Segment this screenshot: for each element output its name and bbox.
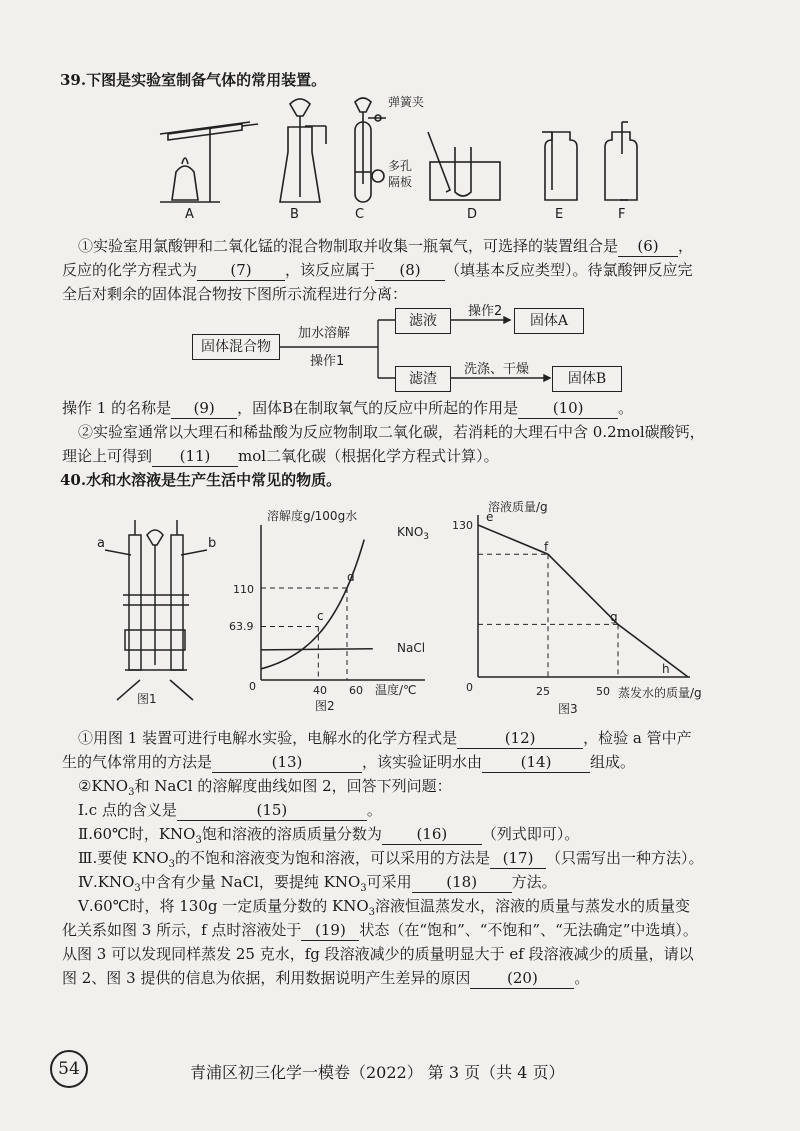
q39-part1-line1 [78, 236, 693, 257]
q40-ii [78, 824, 579, 851]
q40-q3-text: ②KNO [78, 777, 129, 795]
flow-filtrate: 滤液 [395, 308, 451, 334]
q40-v-line1 [78, 896, 690, 923]
q39-p4-text: 操作 1 的名称是 [62, 399, 172, 417]
apparatus-f [605, 122, 637, 200]
q40-iv-mid2: 可采用 [366, 873, 412, 891]
q39-p2-text: 反应的化学方程式为 [62, 261, 198, 279]
q40-title: 40.水和水溶液是生产生活中常见的物质。 [60, 471, 342, 489]
blank-9[interactable]: (9) [171, 398, 237, 419]
blank-12[interactable]: (12) [457, 728, 583, 749]
q40-q1-end: ，检验 a 管中产 [583, 729, 692, 747]
q40-v-sub: 3 [368, 907, 376, 918]
q39-part2-line1: ②实验室通常以大理石和稀盐酸为反应物制取二氧化碳，若消耗的大理石中含 0.2mol碳酸钙， [78, 423, 705, 441]
page-number-circle: 54 [50, 1050, 88, 1088]
q39-p1-end: ， [678, 237, 694, 255]
fig1-label-a: a [97, 536, 105, 551]
label-f: F [618, 207, 626, 222]
apparatus-b [280, 99, 326, 202]
q40-v4-end: 。 [574, 969, 590, 987]
q40-part1-line2 [62, 752, 635, 773]
blank-10[interactable]: (10) [518, 398, 618, 419]
q40-v4-text: 图 2、图 3 提供的信息为依据，利用数据说明产生差异的原因 [62, 969, 471, 987]
blank-20[interactable]: (20) [470, 968, 574, 989]
q40-ii-sub: 3 [195, 835, 202, 846]
fig2-kno3-label: $KNO_3$ [397, 525, 430, 542]
q40-iv-text: Ⅳ.KNO [78, 873, 135, 891]
q39-p2-end: （填基本反应类型）。待氯酸钾反应完 [445, 261, 693, 279]
q39-p4-end: 。 [618, 399, 634, 417]
fig2-solubility-chart [225, 500, 450, 715]
fig2-caption: 图2 [315, 699, 335, 713]
fig1-electrolysis [95, 505, 245, 705]
q39-p6-end: mol二氧化碳（根据化学方程式计算）。 [238, 447, 499, 465]
blank-19[interactable]: (19) [301, 920, 359, 941]
q40-iv-sub2: 3 [360, 883, 367, 894]
fig1-caption: 图1 [137, 692, 157, 705]
fig2-y63: 63.9 [229, 620, 254, 633]
fig3-x50: 50 [596, 685, 610, 698]
fig2-x60: 60 [349, 684, 363, 697]
q40-q3-sub: 3 [128, 787, 135, 798]
flow-solid-a: 固体A [514, 308, 584, 334]
flow-residue: 滤渣 [395, 366, 451, 392]
apparatus-c [355, 98, 386, 202]
fig2-x40: 40 [313, 684, 327, 697]
fig2-point-c: c [317, 609, 324, 623]
q40-v-line2 [62, 920, 698, 941]
fig3-point-f: f [544, 540, 549, 554]
label-b: B [290, 207, 299, 222]
q40-q2-mid: ，该实验证明水由 [362, 753, 483, 771]
q39-title: 39.下图是实验室制备气体的常用装置。 [60, 71, 327, 89]
apparatus-e [542, 132, 577, 200]
flow-solid-mixture: 固体混合物 [192, 334, 280, 360]
porous-plate-label-1: 多孔 [388, 159, 413, 173]
q40-q3-rest: 和 NaCl 的溶解度曲线如图 2，回答下列问题： [134, 777, 452, 795]
fig3-mass-chart [450, 495, 720, 715]
q40-iv-end: 方法。 [511, 873, 557, 891]
fig2-nacl-label: NaCl [397, 641, 426, 655]
q39-p6-text: 理论上可得到 [62, 447, 153, 465]
label-d: D [467, 207, 478, 222]
blank-15[interactable]: (15) [177, 800, 367, 821]
label-e: E [555, 207, 564, 222]
q39-part2-line2 [62, 446, 499, 467]
q40-iv-mid: 中含有少量 NaCl，要提纯 KNO [140, 873, 361, 891]
q40-iii-mid: 的不饱和溶液变为饱和溶液，可以采用的方法是 [175, 849, 491, 867]
fig3-point-e: e [486, 510, 494, 524]
fig2-origin: 0 [249, 680, 256, 693]
porous-plate-label-2: 隔板 [388, 175, 413, 189]
apparatus-figure [150, 92, 650, 224]
q40-q2-text: 生的气体常用的方法是 [62, 753, 213, 771]
blank-16[interactable]: (16) [382, 824, 482, 845]
flow-op2: 操作2 [468, 304, 503, 319]
q40-v-rest: 溶液恒温蒸发水，溶液的质量与蒸发水的质量变 [375, 897, 691, 915]
apparatus-d [428, 132, 500, 200]
label-a: A [185, 207, 194, 222]
q40-ii-end: （列式即可）。 [481, 825, 580, 843]
q40-iv [78, 872, 557, 899]
blank-13[interactable]: (13) [212, 752, 362, 773]
blank-17[interactable]: (17) [490, 848, 546, 869]
flow-wash-dry: 洗涤、干燥 [464, 362, 530, 377]
q40-iii [78, 848, 704, 875]
q40-q1-text: ①用图 1 装置可进行电解水实验，电解水的化学方程式是 [78, 729, 458, 747]
q40-i-text: Ⅰ.c 点的含义是 [78, 801, 177, 819]
fig3-origin: 0 [466, 681, 473, 694]
blank-7[interactable]: (7) [197, 260, 285, 281]
q39-p2-mid: ，该反应属于 [285, 261, 376, 279]
q39-p1-text: ①实验室用氯酸钾和二氧化锰的混合物制取并收集一瓶氧气，可选择的装置组合是 [78, 237, 619, 255]
blank-14[interactable]: (14) [482, 752, 590, 773]
q40-q2-end: 组成。 [590, 753, 636, 771]
q40-v-line4 [62, 968, 589, 989]
q40-i [78, 800, 382, 821]
q40-iii-text: Ⅲ.要使 KNO [78, 849, 169, 867]
spring-clip-label: 弹簧夹 [388, 95, 425, 109]
fig2-nacl-curve [261, 649, 373, 650]
q40-part1-line1 [78, 728, 692, 749]
fig2-point-d: d [347, 570, 355, 584]
blank-8[interactable]: (8) [375, 260, 445, 281]
fig3-line [478, 525, 688, 677]
flow-op1: 操作1 [310, 354, 345, 369]
fig3-y130: 130 [452, 519, 473, 532]
label-c: C [355, 207, 365, 222]
q40-iv-sub: 3 [134, 883, 141, 894]
q40-v2-end: 状态（在“饱和”、“不饱和”、“无法确定”中选填）。 [359, 921, 698, 939]
flow-solid-b: 固体B [552, 366, 622, 392]
flow-add-water: 加水溶解 [298, 326, 351, 341]
footer-text: 青浦区初三化学一模卷（2022） 第 3 页（共 4 页） [190, 1063, 565, 1082]
q40-v2-text: 化关系如图 3 所示，f 点时溶液处于 [62, 921, 302, 939]
q40-v-text: Ⅴ.60℃时，将 130g 一定质量分数的 KNO [78, 897, 369, 915]
fig3-x25: 25 [536, 685, 550, 698]
fig1-label-b: b [208, 536, 217, 551]
q40-v-line3: 从图 3 可以发现同样蒸发 25 克水，fg 段溶液减少的质量明显大于 ef 段溶液减少的质量，请以 [62, 945, 694, 963]
q40-ii-mid: 饱和溶液的溶质质量分数为 [201, 825, 382, 843]
apparatus-a [160, 122, 258, 202]
q40-i-end: 。 [366, 801, 382, 819]
fig2-ylabel: 溶解度g/100g水 [267, 509, 358, 523]
fig2-xlabel: 温度/℃ [375, 683, 417, 697]
fig3-ylabel: 溶液质量/g [488, 500, 548, 514]
q40-part2-intro [78, 776, 452, 803]
q39-part1-line4 [62, 398, 633, 419]
q40-ii-text: Ⅱ.60℃时，KNO [78, 825, 196, 843]
blank-6[interactable]: (6) [618, 236, 678, 257]
q39-part1-line3: 全后对剩余的固体混合物按下图所示流程进行分离： [62, 285, 408, 303]
q40-iii-end: （只需写出一种方法）。 [546, 849, 704, 867]
fig2-y110: 110 [233, 583, 254, 596]
q39-p4-mid: ，固体B在制取氧气的反应中所起的作用是 [237, 399, 519, 417]
fig3-point-h: h [662, 662, 670, 676]
q39-part1-line2 [62, 260, 693, 281]
q40-iii-sub: 3 [168, 859, 176, 870]
fig3-xlabel: 蒸发水的质量/g [618, 686, 702, 700]
blank-11[interactable]: (11) [152, 446, 238, 467]
fig3-caption: 图3 [558, 702, 578, 715]
blank-18[interactable]: (18) [412, 872, 512, 893]
fig3-point-g: g [610, 610, 618, 624]
